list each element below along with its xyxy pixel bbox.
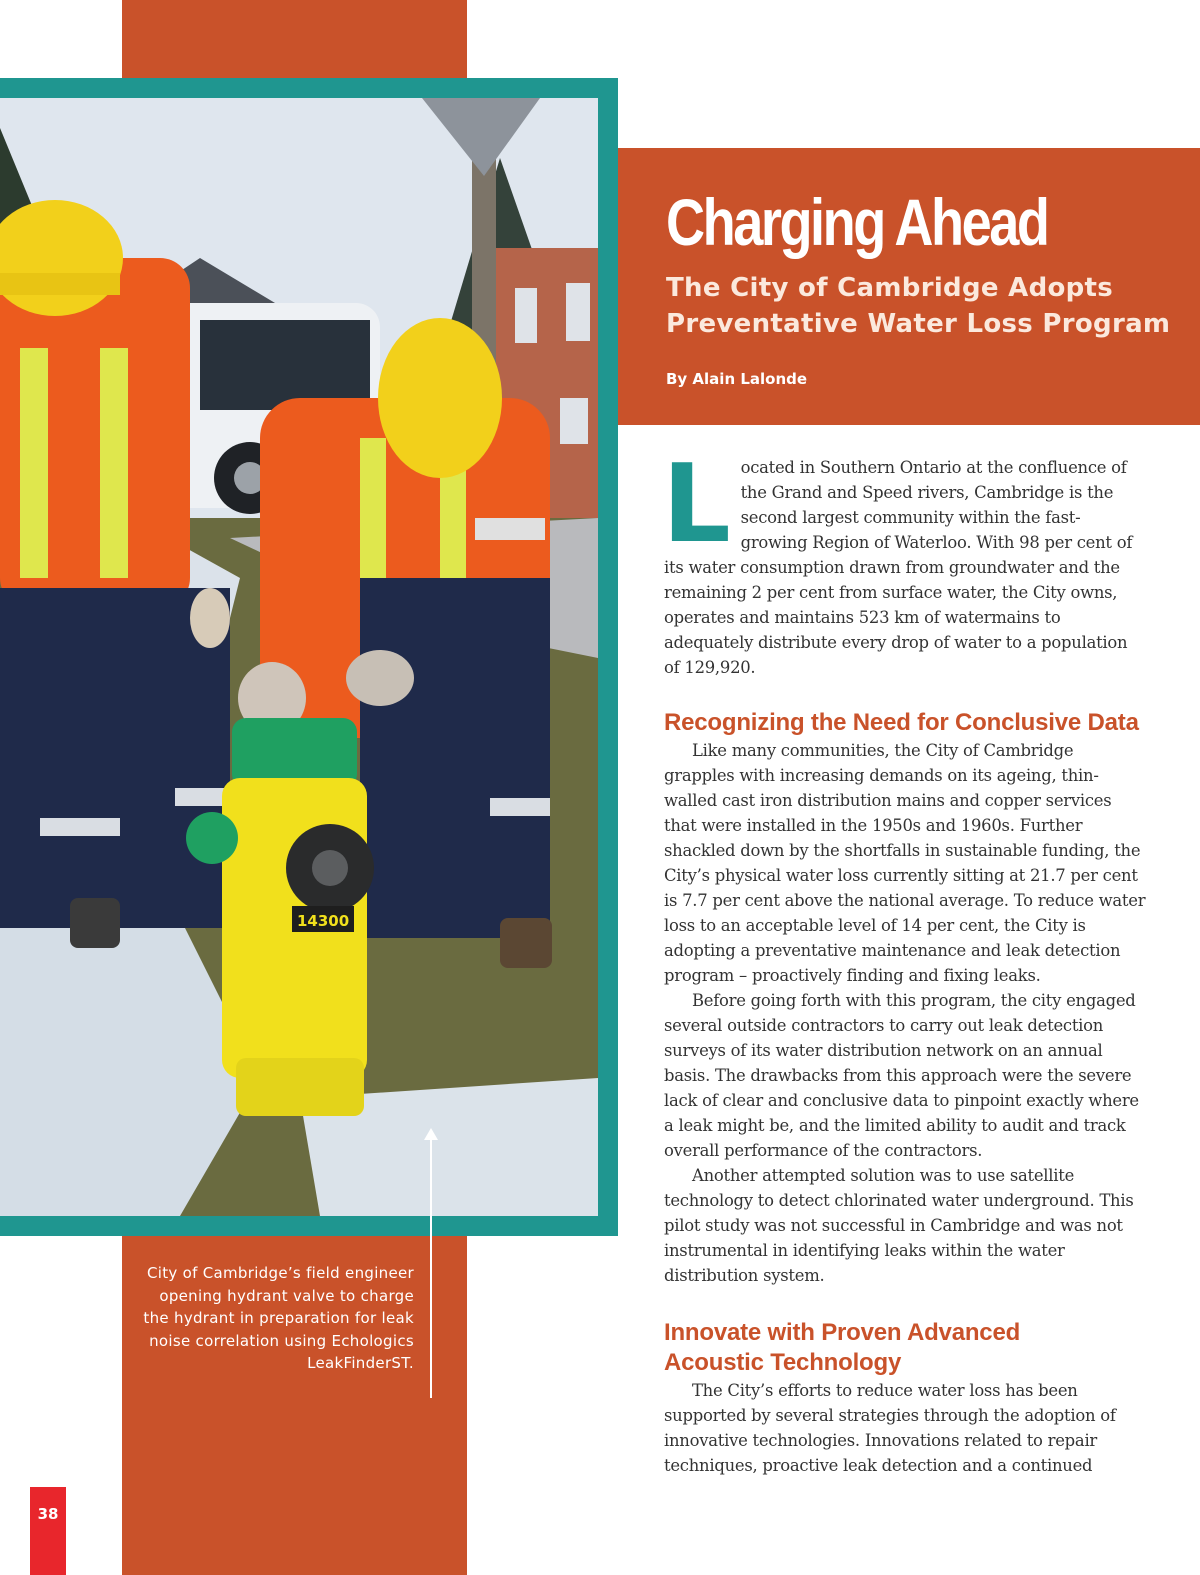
caption-pointer-arrow-icon xyxy=(424,1128,438,1140)
intro-paragraph xyxy=(662,442,1146,680)
body-paragraph: Before going forth with this program, the city engaged several outside contractors to carry out leak detection surveys of its water distribution network on an annual basis. The drawbacks from this approach were the severe lack of clear and conclusive data to pinpoint exactly where a leak might be, and the limited ability to audit and track overall performance of the contractors. xyxy=(664,991,1139,1160)
body-paragraph: Like many communities, the City of Cambridge grapples with increasing demands on its ageing, thin-walled cast iron distribution mains and copper services that were installed in the 1950s and 1960s. Further shackled down by the shortfalls in sustainable funding, the City’s physical water loss currently sitting at 21.7 per cent is 7.7 per cent above the national average. To reduce water loss to an acceptable level of 14 per cent, the City is adopting a preventative maintenance and leak detection program – proactively finding and fixing leaks. xyxy=(664,741,1146,985)
caption-pointer-line xyxy=(430,1134,432,1398)
hydrant-photo xyxy=(0,98,598,1216)
hydrant-number-label: 14300 xyxy=(297,912,350,930)
section-heading-acoustic-technology: Innovate with Proven Advanced Acoustic Technology xyxy=(664,1319,1021,1376)
body-paragraph: Another attempted solution was to use satellite technology to detect chlorinated water underground. This pilot study was not successful in Cambridge and was not instrumental in identifying leaks within the water distribution system. xyxy=(664,1166,1134,1285)
article-subtitle: The City of Cambridge Adopts Preventative Water Loss Program xyxy=(666,273,1171,339)
page-number: 38 xyxy=(37,1505,59,1523)
title-banner xyxy=(618,148,1200,425)
body-paragraph: The City’s efforts to reduce water loss has been supported by several strategies through the adoption of innovative technologies. Innovations related to repair techniques, proactive leak detection and a continued xyxy=(664,1381,1116,1475)
article-byline: By Alain Lalonde xyxy=(666,370,808,388)
article-title: Charging Ahead xyxy=(666,185,1048,259)
section-heading-conclusive-data: Recognizing the Need for Conclusive Data xyxy=(664,709,1139,736)
article-body xyxy=(662,442,1146,1478)
drop-cap: L xyxy=(662,442,731,567)
intro-text: ocated in Southern Ontario at the confluence of the Grand and Speed rivers, Cambridge is the second largest community within the fast-growing Region of Waterloo. With 98 per cent of its water consumption drawn from groundwater and the remaining 2 per cent from surface water, the City owns, operates and maintains 523 km of watermains to adequately distribute every drop of water to a population of 129,920. xyxy=(664,458,1133,677)
photo-caption: City of Cambridge’s field engineer opening hydrant valve to charge the hydrant in preparation for leak noise correlation using Echologics LeakFinderST. xyxy=(143,1264,414,1373)
photo-frame xyxy=(0,78,618,1236)
page-number-tab xyxy=(30,1487,66,1575)
